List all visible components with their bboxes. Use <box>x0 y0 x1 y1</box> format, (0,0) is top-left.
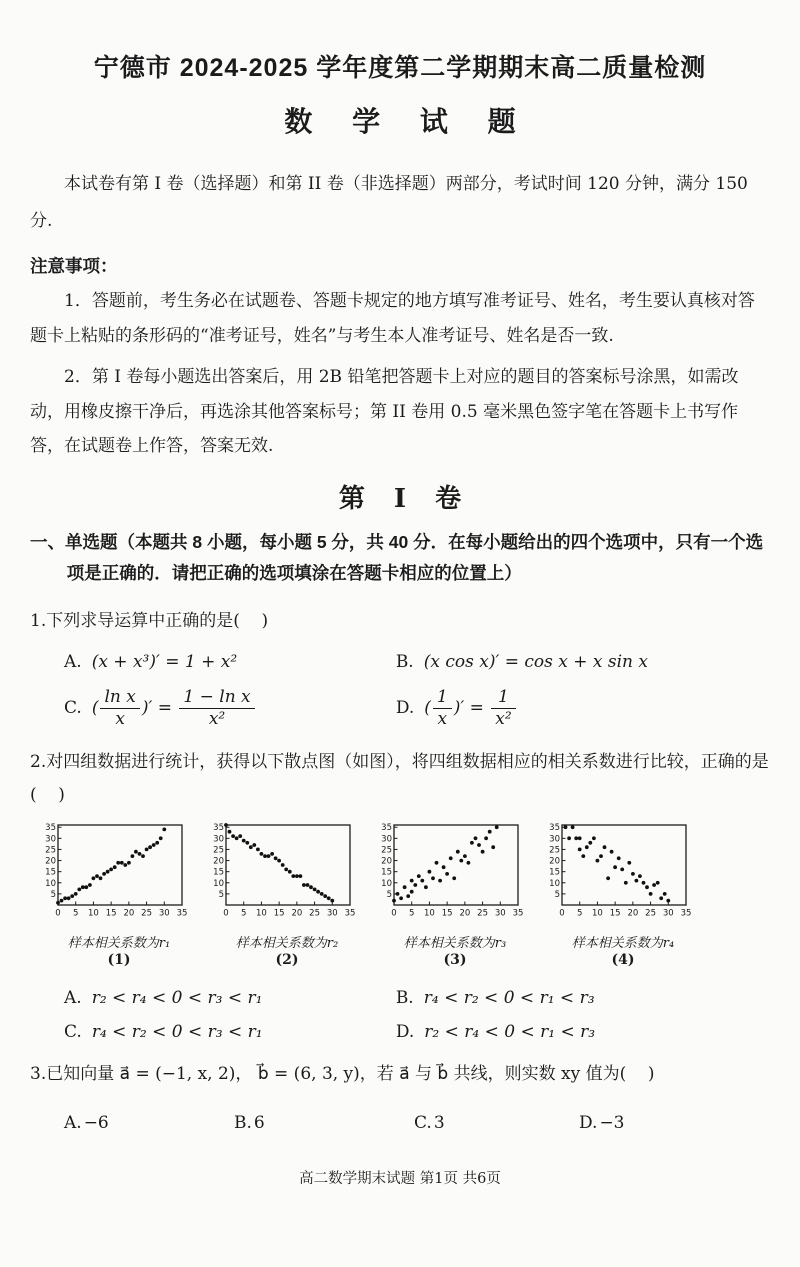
exam-subtitle: 数 学 试 题 <box>284 106 532 137</box>
scatter-chart-4 <box>536 820 696 968</box>
svg-text:5: 5 <box>73 908 79 919</box>
svg-text:35: 35 <box>381 823 392 834</box>
question-3-text: 3.已知向量 a⃗ = (−1, x, 2)， b⃗ = (6, 3, y)，若 a⃗ 与 b⃗ 共线，则实数 xy 值为( ) <box>30 1064 655 1085</box>
svg-text:25: 25 <box>477 908 488 919</box>
svg-text:25: 25 <box>213 845 224 856</box>
notice-item-2: 2．第 I 卷每小题选出答案后，用 2B 铅笔把答题卡上对应的题目的答案标号涂黑，如需改动，用橡皮擦干净后，再选涂其他答案标号；第 II 卷用 0.5 毫米黑色签字笔在答题卡上书写作答，在试题卷上作答，答案无效. <box>30 366 739 457</box>
q3-option-a-value: −6 <box>83 1113 109 1134</box>
svg-text:15: 15 <box>441 908 453 919</box>
svg-text:20: 20 <box>213 856 224 867</box>
svg-text:0: 0 <box>223 908 229 919</box>
q2-option-d-label: D. <box>395 1022 415 1043</box>
svg-text:0: 0 <box>391 908 397 919</box>
question-1-options <box>30 652 770 730</box>
svg-text:35: 35 <box>680 908 692 919</box>
exam-intro: 本试卷有第 I 卷（选择题）和第 II 卷（非选择题）两部分，考试时间 120 分钟，满分 150 分. <box>30 174 748 231</box>
q1-option-d <box>396 688 770 730</box>
page-footer: 高二数学期末试题 第1页 共6页 <box>299 1171 501 1188</box>
svg-text:15: 15 <box>105 908 117 919</box>
q2-option-c-label: C. <box>64 1022 82 1043</box>
q3-option-b-value: 6 <box>253 1113 265 1134</box>
part1-heading: 第 I 卷 <box>338 484 472 515</box>
svg-text:30: 30 <box>662 908 674 919</box>
chart-1-caption: 样本相关系数为r₁ <box>67 936 171 952</box>
chart-4-index: (4) <box>611 952 635 969</box>
svg-text:35: 35 <box>213 823 224 834</box>
svg-text:10: 10 <box>45 878 56 889</box>
svg-text:10: 10 <box>381 878 392 889</box>
scatter-chart-2 <box>200 820 360 968</box>
question-2-text: 2.对四组数据进行统计，获得以下散点图（如图），将四组数据相应的相关系数进行比较，正确的是( ) <box>30 751 769 805</box>
svg-text:25: 25 <box>381 845 392 856</box>
q1-option-b-label: B. <box>395 651 414 672</box>
svg-text:35: 35 <box>45 823 56 834</box>
chart-3-caption: 样本相关系数为r₃ <box>403 936 507 952</box>
svg-text:5: 5 <box>218 889 224 900</box>
svg-text:35: 35 <box>176 908 188 919</box>
svg-text:15: 15 <box>549 867 560 878</box>
q2-option-b-formula: r₄ < r₂ < 0 < r₁ < r₃ <box>423 988 595 1009</box>
svg-text:15: 15 <box>609 908 621 919</box>
q2-option-d-formula: r₂ < r₄ < 0 < r₁ < r₃ <box>424 1022 596 1043</box>
svg-text:5: 5 <box>577 908 583 919</box>
svg-text:5: 5 <box>50 889 56 900</box>
q3-option-d-label: D. <box>579 1113 598 1134</box>
svg-text:35: 35 <box>512 908 524 919</box>
svg-text:15: 15 <box>381 867 392 878</box>
svg-text:30: 30 <box>494 908 506 919</box>
svg-text:20: 20 <box>291 908 303 919</box>
q3-option-a-label: A. <box>64 1113 82 1134</box>
notice-heading: 注意事项： <box>30 256 118 277</box>
scatter-plot-4 <box>536 820 696 930</box>
svg-text:20: 20 <box>549 856 560 867</box>
q2-option-b-label: B. <box>395 988 414 1009</box>
question-2-options <box>30 988 770 1042</box>
svg-text:30: 30 <box>549 834 560 845</box>
q1-option-a <box>64 652 396 672</box>
scatter-plot-2 <box>200 820 360 930</box>
q3-option-c-value: 3 <box>433 1113 445 1134</box>
chart-4-caption: 样本相关系数为r₄ <box>571 936 675 952</box>
q3-option-a <box>64 1113 234 1133</box>
q3-option-b-label: B. <box>234 1113 252 1134</box>
svg-text:0: 0 <box>55 908 61 919</box>
chart-2-index: (2) <box>275 952 299 969</box>
svg-text:10: 10 <box>213 878 224 889</box>
svg-text:30: 30 <box>381 834 392 845</box>
svg-text:25: 25 <box>309 908 320 919</box>
q1-option-a-formula: (x + x³)′ = 1 + x² <box>91 651 238 672</box>
q3-option-d-value: −3 <box>599 1113 625 1134</box>
svg-text:30: 30 <box>326 908 338 919</box>
svg-text:35: 35 <box>344 908 356 919</box>
svg-text:15: 15 <box>213 867 224 878</box>
q2-option-a-formula: r₂ < r₄ < 0 < r₃ < r₁ <box>91 988 263 1009</box>
svg-text:20: 20 <box>45 856 56 867</box>
q1-option-c-label: C. <box>64 698 82 719</box>
section1-heading: 一、单选题（本题共 8 小题，每小题 5 分，共 40 分．在每小题给出的四个选项中，只有一个选项是正确的．请把正确的选项填涂在答题卡相应的位置上） <box>30 532 764 583</box>
q2-option-c <box>64 1022 396 1042</box>
q1-option-a-label: A. <box>64 651 82 672</box>
exam-title: 宁德市 2024-2025 学年度第二学期期末高二质量检测 <box>93 54 707 82</box>
chart-3-index: (3) <box>443 952 467 969</box>
svg-text:30: 30 <box>158 908 170 919</box>
q1-option-d-label: D. <box>395 698 415 719</box>
svg-text:35: 35 <box>549 823 560 834</box>
chart-1-index: (1) <box>107 952 131 969</box>
q2-option-a <box>64 988 396 1008</box>
q1-option-d-formula: ( $\frac{1}{x}$ )′ = $\frac{1}{\text{x²}}$ <box>424 698 517 718</box>
q3-option-d <box>579 1113 770 1133</box>
svg-text:10: 10 <box>424 908 435 919</box>
q1-option-b <box>396 652 770 672</box>
scatter-charts <box>32 820 770 968</box>
q3-option-b <box>234 1113 414 1133</box>
svg-text:10: 10 <box>592 908 603 919</box>
q2-option-b <box>396 988 770 1008</box>
question-3-options <box>30 1113 770 1133</box>
svg-text:25: 25 <box>645 908 656 919</box>
svg-text:10: 10 <box>88 908 99 919</box>
q1-option-c <box>64 688 396 730</box>
scatter-chart-3 <box>368 820 528 968</box>
svg-text:0: 0 <box>559 908 565 919</box>
chart-2-caption: 样本相关系数为r₂ <box>235 936 339 952</box>
svg-text:25: 25 <box>549 845 560 856</box>
scatter-plot-1 <box>32 820 192 930</box>
q3-option-c-label: C. <box>414 1113 432 1134</box>
svg-text:20: 20 <box>381 856 392 867</box>
q2-option-d <box>396 1022 770 1042</box>
svg-text:5: 5 <box>386 889 392 900</box>
q1-option-b-formula: (x cos x)′ = cos x + x sin x <box>423 651 648 672</box>
question-1-text: 1.下列求导运算中正确的是( ) <box>30 610 269 631</box>
q1-option-c-formula: ( $\frac{\text{ln x}}{x}$ )′ = $\frac{\text{1 − ln x}}{\text{x²}}$ <box>92 698 257 718</box>
svg-text:25: 25 <box>45 845 56 856</box>
scatter-plot-3 <box>368 820 528 930</box>
notice-item-1: 1．答题前，考生务必在试题卷、答题卡规定的地方填写准考证号、姓名，考生要认真核对答题卡上粘贴的条形码的“准考证号，姓名”与考生本人准考证号、姓名是否一致. <box>30 291 755 346</box>
q2-option-c-formula: r₄ < r₂ < 0 < r₃ < r₁ <box>91 1022 263 1043</box>
svg-text:30: 30 <box>213 834 224 845</box>
q3-option-c <box>414 1113 579 1133</box>
svg-text:25: 25 <box>141 908 152 919</box>
svg-text:5: 5 <box>241 908 247 919</box>
svg-text:10: 10 <box>549 878 560 889</box>
svg-text:10: 10 <box>256 908 267 919</box>
svg-text:20: 20 <box>459 908 471 919</box>
svg-text:15: 15 <box>273 908 285 919</box>
svg-text:20: 20 <box>627 908 639 919</box>
svg-text:5: 5 <box>554 889 560 900</box>
svg-text:5: 5 <box>409 908 415 919</box>
q2-option-a-label: A. <box>64 988 82 1009</box>
svg-text:15: 15 <box>45 867 56 878</box>
svg-text:30: 30 <box>45 834 56 845</box>
scatter-chart-1 <box>32 820 192 968</box>
svg-text:20: 20 <box>123 908 135 919</box>
